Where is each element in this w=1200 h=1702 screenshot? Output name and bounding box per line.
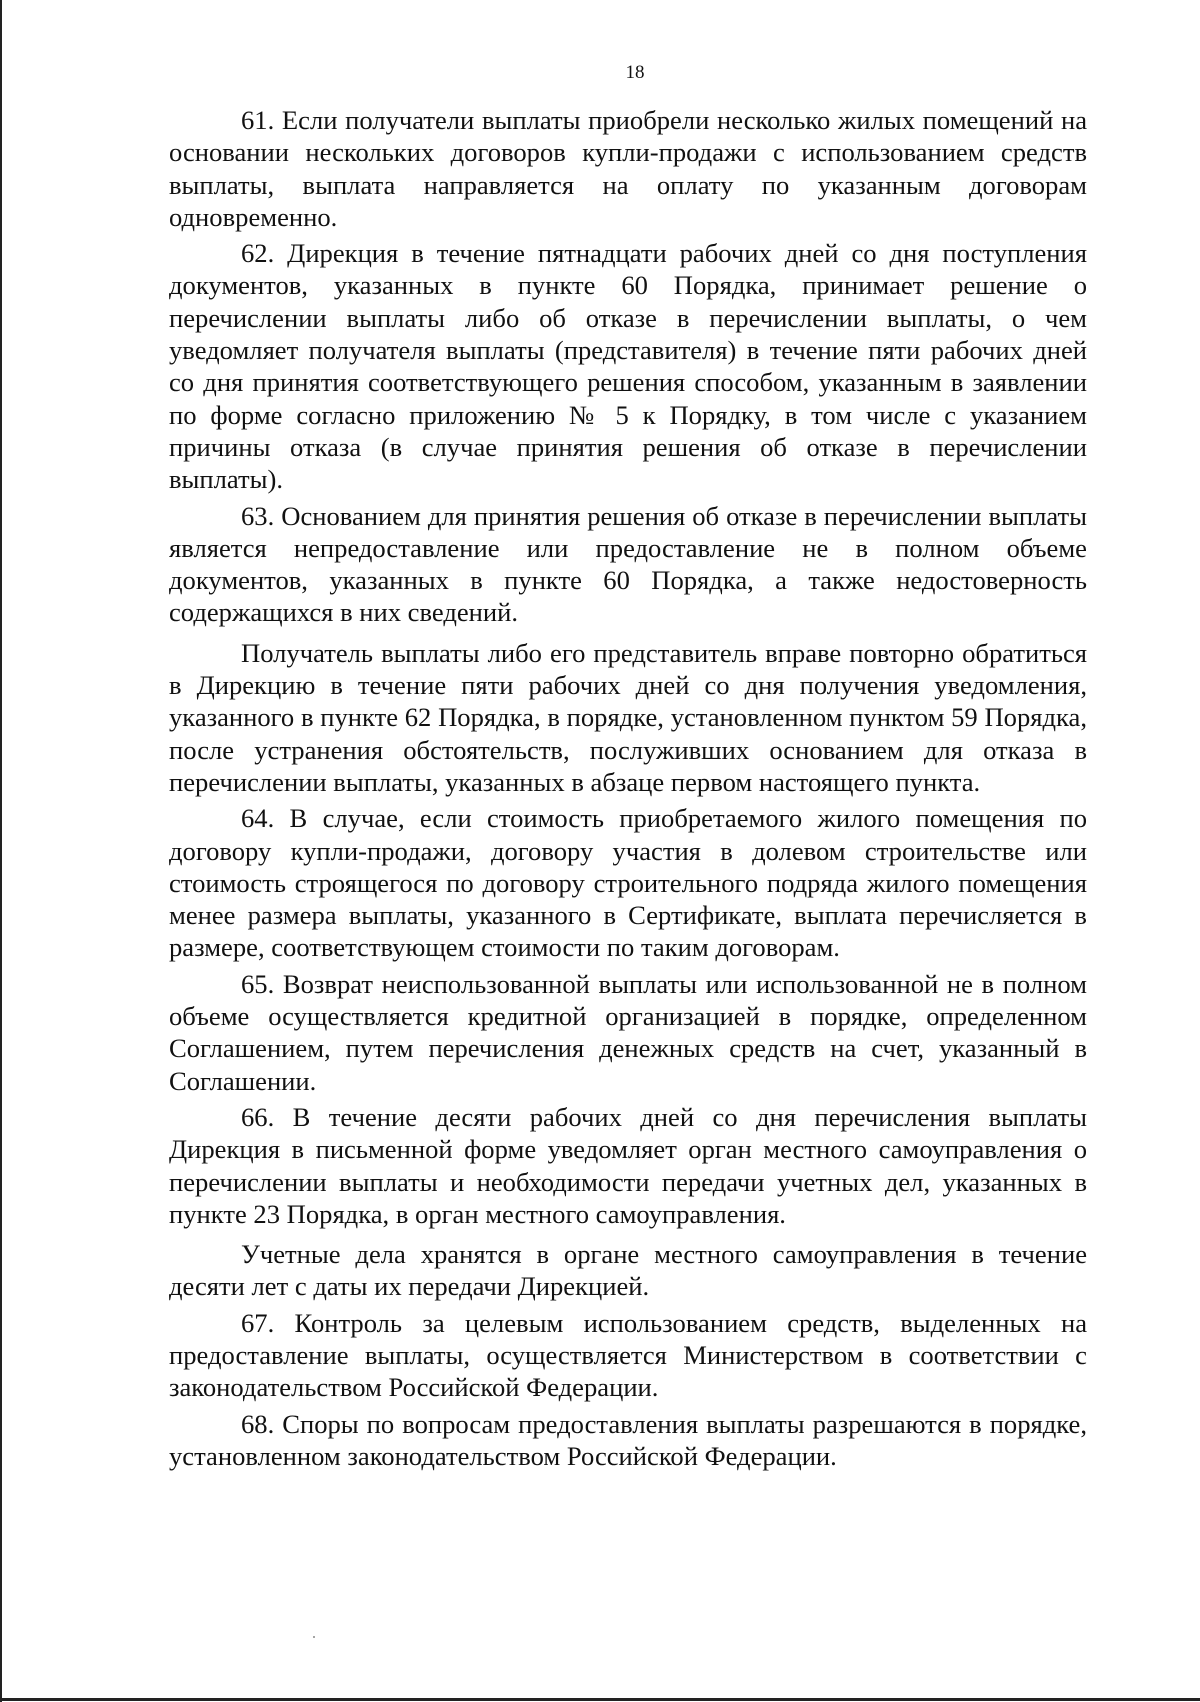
paragraph-66: 66. В течение десяти рабочих дней со дня перечисления выплаты Дирекция в письменной форме уведомляет орган местного самоуправления о перечислении выплаты и необходимости передачи учетных дел, указанных в пункте 23 Порядка, в орган местного самоуправления. bbox=[169, 1101, 1087, 1229]
scan-bottom-edge bbox=[0, 1698, 1200, 1701]
paragraph-63-second: Получатель выплаты либо его представитель вправе повторно обратиться в Дирекцию в течение пяти рабочих дней со дня получения уведомления, указанного в пункте 62 Порядка, в порядке, установленном пунктом 59 Порядка, после устранения обстоятельств, послуживших основанием для отказа в перечислении выплаты, указанных в абзаце первом настоящего пункта. bbox=[169, 637, 1087, 797]
scan-left-edge bbox=[0, 0, 2, 1702]
page-number: 18 bbox=[625, 62, 645, 83]
paragraph-68: 68. Споры по вопросам предоставления выплаты разрешаются в порядке, установленном законодательством Российской Федерации. bbox=[169, 1408, 1087, 1471]
scan-speck bbox=[313, 1636, 315, 1638]
paragraph-65: 65. Возврат неиспользованной выплаты или использованной не в полном объеме осуществляется кредитной организацией в порядке, определенном Соглашением, путем перечисления денежных средств на счет, указанный в Соглашении. bbox=[169, 968, 1087, 1096]
paragraph-67: 67. Контроль за целевым использованием средств, выделенных на предоставление выплаты, осуществляется Министерством в соответствии с законодательством Российской Федерации. bbox=[169, 1307, 1087, 1403]
paragraph-66-second: Учетные дела хранятся в органе местного самоуправления в течение десяти лет с даты их передачи Дирекцией. bbox=[169, 1239, 1087, 1302]
document-body bbox=[169, 104, 1087, 1476]
paragraph-61: 61. Если получатели выплаты приобрели несколько жилых помещений на основании нескольких договоров купли-продажи с использованием средств выплаты, выплата направляется на оплату по указанным договорам одновременно. bbox=[169, 105, 1087, 232]
paragraph-62: 62. Дирекция в течение пятнадцати рабочих дней со дня поступления документов, указанных в пункте 60 Порядка, принимает решение о перечислении выплаты либо об отказе в перечислении выплаты, о чем уведомляет получателя выплаты (представителя) в течение пяти рабочих дней со дня принятия соответствующего решения способом, указанным в заявлении по форме согласно приложению № 5 к Порядку, в том числе с указанием причины отказа (в случае принятия решения об отказе в перечислении выплаты). bbox=[169, 238, 1087, 495]
paragraph-64: 64. В случае, если стоимость приобретаемого жилого помещения по договору купли-продажи, договору участия в долевом строительстве или стоимость строящегося по договору строительного подряда жилого помещения менее размера выплаты, указанного в Сертификате, выплата перечисляется в размере, соответствующем стоимости по таким договорам. bbox=[169, 803, 1087, 963]
paragraph-63: 63. Основанием для принятия решения об отказе в перечислении выплаты является непредоставление или предоставление не в полном объеме документов, указанных в пункте 60 Порядка, а также недостоверность содержащихся в них сведений. bbox=[169, 500, 1087, 628]
